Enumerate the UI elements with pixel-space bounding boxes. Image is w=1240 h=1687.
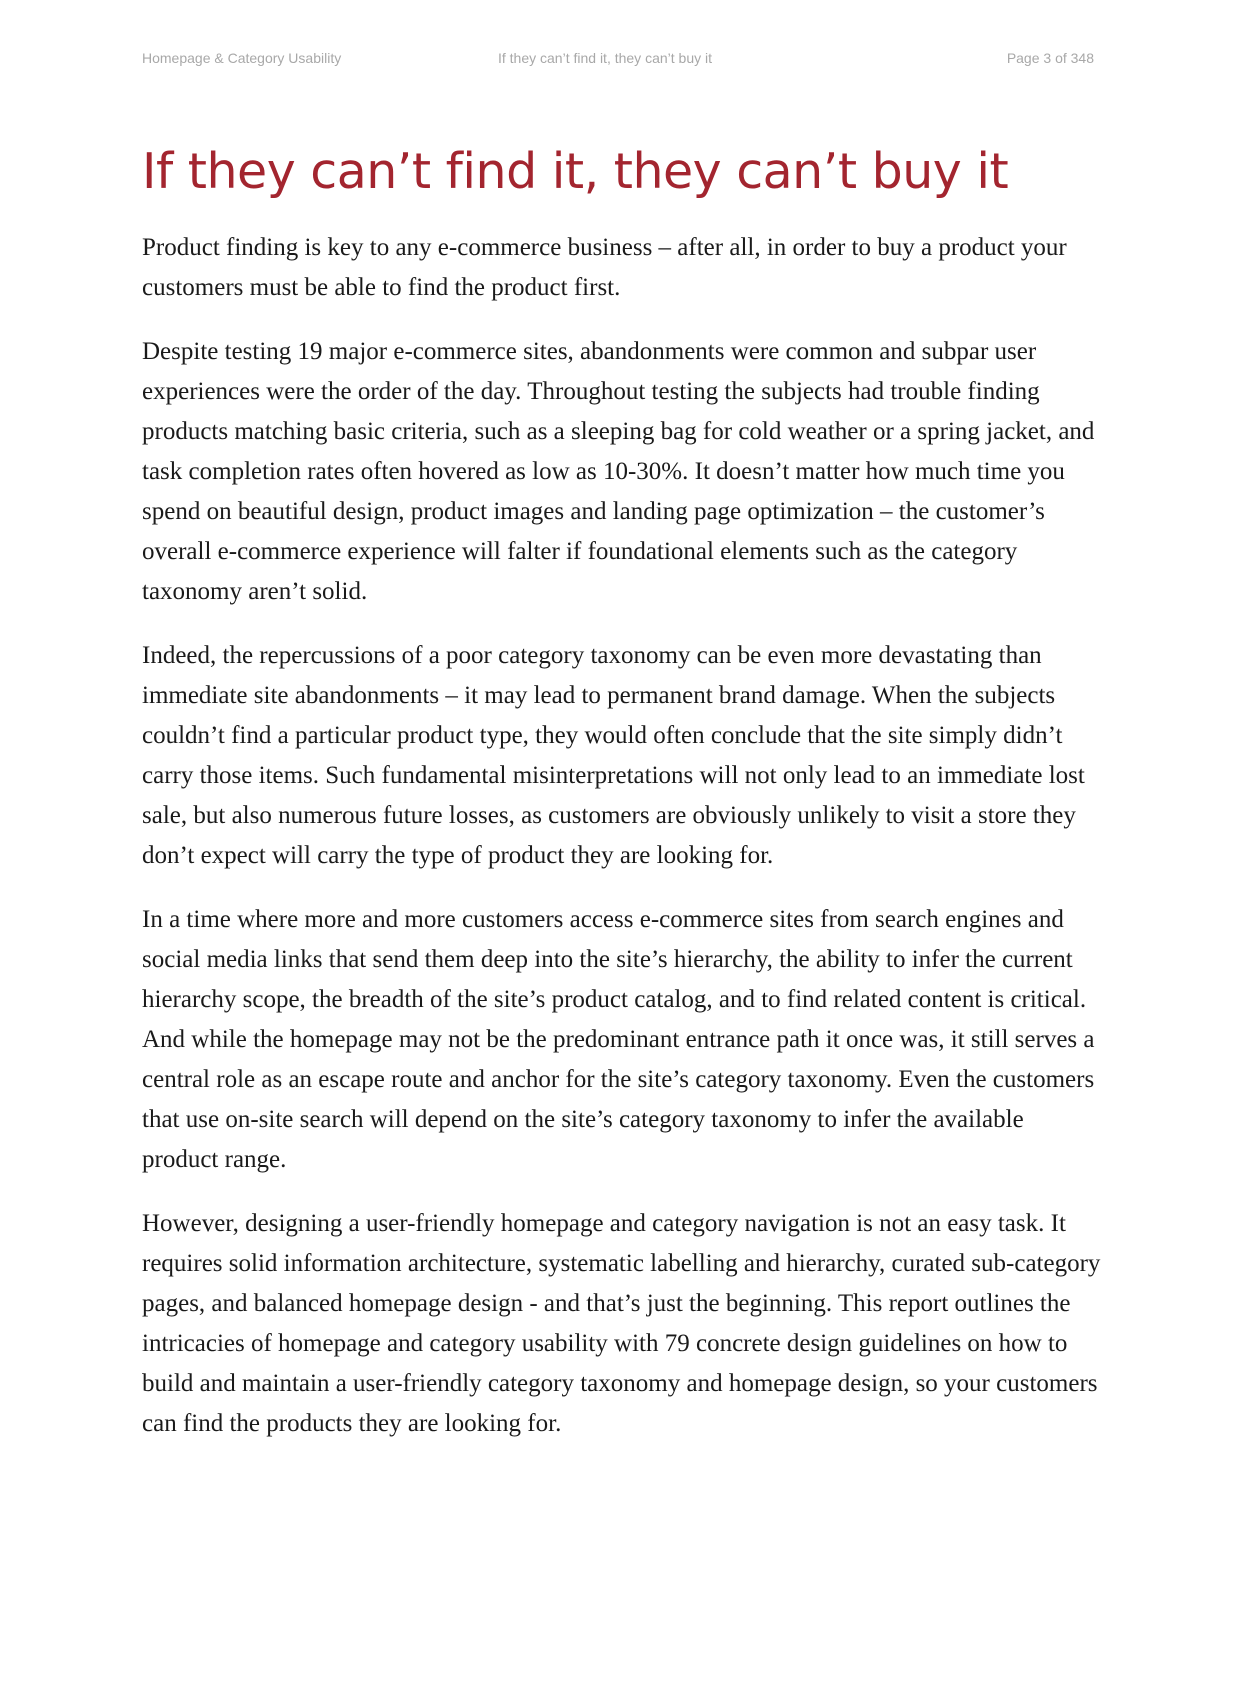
paragraph: However, designing a user-friendly homepage and category navigation is not an easy task. It requires solid information architecture, systematic labelling and hierarchy, curated sub-category pages, and balanced homepage design - and that’s just the beginning. This report outlines the intricacies of homepage and category usability with 79 concrete design guidelines on how to build and maintain a user-friendly category taxonomy and homepage design, so your customers can find the products they are looking for.: [142, 1210, 1101, 1437]
paragraph: In a time where more and more customers access e-commerce sites from search engines and social media links that send them deep into the site’s hierarchy, the ability to infer the current hierarchy scope, the breadth of the site’s product catalog, and to find related content is critical. And while the homepage may not be the predominant entrance path it once was, it still serves a central role as an escape route and anchor for the site’s category taxonomy. Even the customers that use on-site search will depend on the site’s category taxonomy to infer the available product range.: [142, 906, 1095, 1173]
paragraph: Product finding is key to any e-commerce business – after all, in order to buy a product your customers must be able to find the product first.: [142, 234, 1067, 301]
header-page-number: Page 3 of 348: [1006, 50, 1094, 66]
header-report-title: Homepage & Category Usability: [142, 50, 342, 66]
header-section-title: If they can’t find it, they can’t buy it: [498, 50, 712, 66]
paragraph: Despite testing 19 major e-commerce sites, abandonments were common and subpar user experiences were the order of the day. Throughout testing the subjects had trouble finding products matching basic criteria, such as a sleeping bag for cold weather or a spring jacket, and task completion rates often hovered as low as 10-30%. It doesn’t matter how much time you spend on beautiful design, product images and landing page optimization – the customer’s overall e-commerce experience will falter if foundational elements such as the category taxonomy aren’t solid.: [142, 338, 1095, 605]
page-title: If they can’t find it, they can’t buy it: [142, 143, 1009, 200]
body-text: [142, 228, 1102, 1468]
paragraph: Indeed, the repercussions of a poor category taxonomy can be even more devastating than immediate site abandonments – it may lead to permanent brand damage. When the subjects couldn’t find a particular product type, they would often conclude that the site simply didn’t carry those items. Such fundamental misinterpretations will not only lead to an immediate lost sale, but also numerous future losses, as customers are obviously unlikely to visit a store they don’t expect will carry the type of product they are looking for.: [142, 642, 1085, 869]
running-header: [142, 50, 1094, 70]
